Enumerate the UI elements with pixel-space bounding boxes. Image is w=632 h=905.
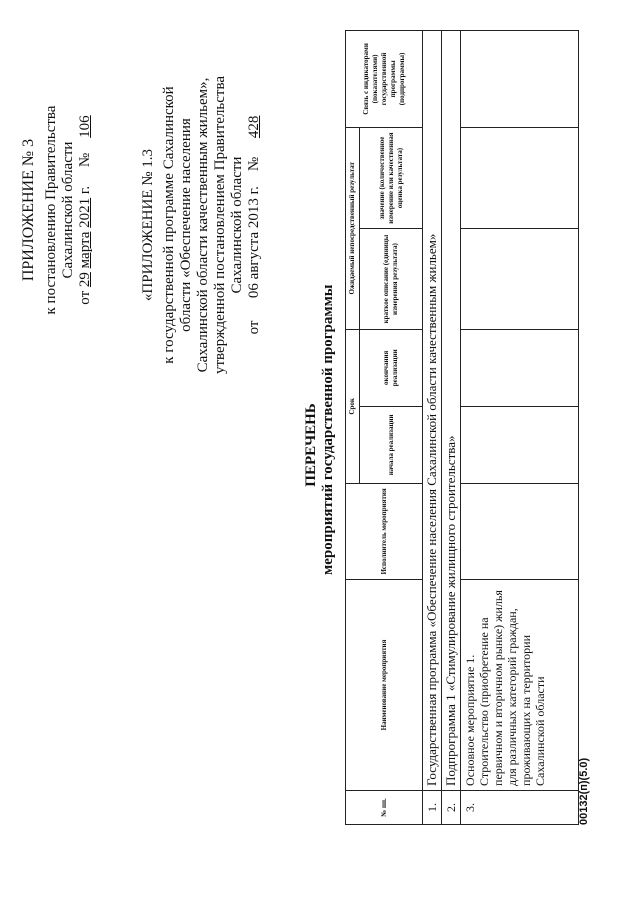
appendix-date-line xyxy=(77,90,94,330)
table-row xyxy=(423,31,442,825)
prior-appendix-block xyxy=(140,65,263,385)
appendix-line1: к постановлению Правительства xyxy=(43,105,59,315)
prior-appendix-line1: к государственной программе Сахалинской xyxy=(161,86,177,364)
appendix-day: 29 xyxy=(77,272,93,288)
appendix-ot: от xyxy=(77,290,93,305)
appendix-block xyxy=(20,90,94,330)
row-text: Государственная программа «Обеспечение населения Сахалинской области качественным жильем» xyxy=(423,31,442,791)
header-executor: Исполнитель мероприятия xyxy=(346,483,423,579)
heading-title: ПЕРЕЧЕНЬ xyxy=(303,403,319,487)
prior-appendix-no-sign: № xyxy=(246,156,262,172)
row-cell-empty xyxy=(461,406,579,483)
header-name: Наименование мероприятия xyxy=(346,579,423,790)
header-term: Срок xyxy=(346,329,360,483)
row-text: Основное мероприятие 1. Строительство (приобретение на первичном и вторичном рынке) жилья для различных категорий граждан, проживающих на территории Сахалинской области xyxy=(461,579,579,790)
header-result: Ожидаемый непосредственный результат xyxy=(346,127,360,329)
prior-appendix-ot: от xyxy=(246,320,262,335)
table-row xyxy=(461,31,579,825)
header-result-desc: краткое описание (единицы измерения результата) xyxy=(360,229,423,330)
header-end: окончания реализации xyxy=(360,329,423,406)
table-header-row xyxy=(346,31,360,825)
prior-appendix-line2: области «Обеспечение населения xyxy=(178,118,194,332)
appendix-g: г. xyxy=(77,185,93,195)
prior-appendix-line4: утвержденной постановлением Правительства xyxy=(212,75,228,375)
heading-subtitle: мероприятий государственной программы xyxy=(320,284,336,575)
prior-appendix-line5: Сахалинской области xyxy=(229,156,245,294)
measures-table xyxy=(345,30,579,825)
header-link: Связь с индикаторами (показателями) государственной программы (подпрограммы) xyxy=(346,31,423,128)
row-cell-empty xyxy=(461,31,579,128)
appendix-month: марта xyxy=(77,231,93,269)
table-row xyxy=(442,31,461,825)
row-num: 2. xyxy=(442,790,461,824)
appendix-line2: Сахалинской области xyxy=(60,141,76,279)
row-num: 3. xyxy=(461,790,579,824)
appendix-number: 106 xyxy=(77,115,93,138)
appendix-year: 2021 xyxy=(77,197,93,228)
prior-appendix-date: 06 августа 2013 г. xyxy=(246,186,262,299)
prior-appendix-title: «ПРИЛОЖЕНИЕ № 1.3 xyxy=(140,148,156,302)
appendix-title: ПРИЛОЖЕНИЕ № 3 xyxy=(20,138,37,282)
prior-appendix-number: 428 xyxy=(246,115,262,139)
header-start: начала реализации xyxy=(360,406,423,483)
row-num: 1. xyxy=(423,790,442,824)
row-cell-empty xyxy=(461,483,579,579)
page-heading xyxy=(303,284,337,575)
prior-appendix-date-line xyxy=(246,65,263,385)
appendix-no-sign: № xyxy=(77,152,93,168)
header-num: № пп. xyxy=(346,790,423,824)
row-cell-empty xyxy=(461,329,579,406)
prior-appendix-line3: Сахалинской области качественным жильем», xyxy=(195,77,211,373)
footer-code: 00132(п)(5.0) xyxy=(578,757,590,825)
header-result-value: значение (количественное измерение или качественная оценка результата) xyxy=(360,127,423,228)
row-text: Подпрограмма 1 «Стимулирование жилищного строительства» xyxy=(442,31,461,791)
row-cell-empty xyxy=(461,127,579,228)
row-cell-empty xyxy=(461,229,579,330)
